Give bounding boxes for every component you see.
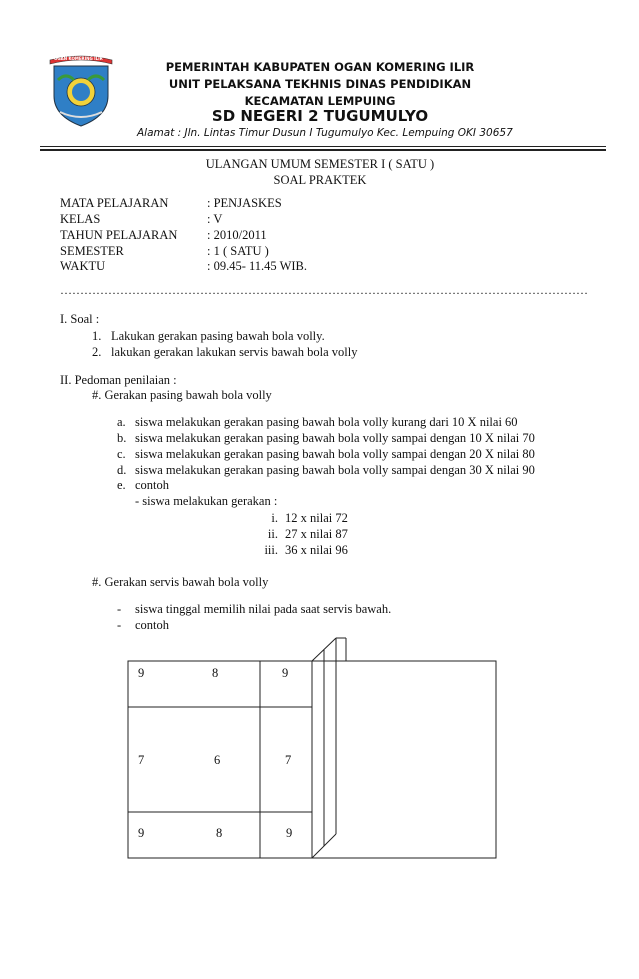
criteria-text-e: contoh bbox=[135, 478, 170, 492]
header-line-2: UNIT PELAKSANA TEKHNIS DINAS PENDIDIKAN bbox=[168, 77, 472, 91]
soal-heading: I. Soal : bbox=[60, 312, 100, 326]
example-num-3: iii. bbox=[264, 543, 278, 557]
servis-text-2: contoh bbox=[135, 618, 170, 632]
example-text-1: 12 x nilai 72 bbox=[285, 511, 348, 525]
info-value-year: : 2010/2011 bbox=[207, 228, 267, 242]
exam-title: ULANGAN UMUM SEMESTER I ( SATU ) bbox=[205, 157, 435, 171]
soal-num-1: 1. bbox=[92, 329, 102, 343]
example-num-1: i. bbox=[271, 511, 278, 525]
criteria-letter-e: e. bbox=[117, 478, 126, 492]
court-cell: 9 bbox=[282, 666, 289, 680]
dotted-separator: …………………………………………………………………………………………………………………… bbox=[60, 283, 588, 297]
criteria-letter-c: c. bbox=[117, 447, 126, 461]
info-value-time: : 09.45- 11.45 WIB. bbox=[207, 259, 307, 273]
servis-text-1: siswa tinggal memilih nilai pada saat servis bawah. bbox=[135, 602, 392, 616]
school-name: SD NEGERI 2 TUGUMULYO bbox=[211, 107, 429, 125]
soal-text-1: Lakukan gerakan pasing bawah bola volly. bbox=[111, 329, 325, 343]
court-cell: 9 bbox=[138, 826, 145, 840]
example-num-2: ii. bbox=[267, 527, 278, 541]
info-value-class: : V bbox=[207, 212, 223, 226]
example-text-2: 27 x nilai 87 bbox=[285, 527, 348, 541]
servis-bullet-2: - bbox=[117, 618, 122, 632]
court-cell: 9 bbox=[286, 826, 293, 840]
criteria-letter-a: a. bbox=[117, 415, 126, 429]
soal-num-2: 2. bbox=[92, 345, 102, 359]
criteria-text-c: siswa melakukan gerakan pasing bawah bola volly sampai dengan 20 X nilai 80 bbox=[135, 447, 535, 461]
criteria-text-a: siswa melakukan gerakan pasing bawah bola volly kurang dari 10 X nilai 60 bbox=[135, 415, 518, 429]
logo-text: OGAN KOMERING ILIR bbox=[54, 56, 103, 61]
soal-text-2: lakukan gerakan lakukan servis bawah bola volly bbox=[111, 345, 358, 359]
header-line-3: KECAMATAN LEMPUING bbox=[244, 94, 396, 108]
info-label-semester: SEMESTER bbox=[60, 244, 124, 258]
criteria-text-b: siswa melakukan gerakan pasing bawah bola volly sampai dengan 10 X nilai 70 bbox=[135, 431, 535, 445]
example-intro: - siswa melakukan gerakan : bbox=[135, 494, 278, 508]
criteria-letter-d: d. bbox=[117, 463, 127, 477]
court-cell: 7 bbox=[138, 753, 145, 767]
court-cell: 7 bbox=[285, 753, 292, 767]
info-label-time: WAKTU bbox=[60, 259, 106, 273]
criteria-text-d: siswa melakukan gerakan pasing bawah bola volly sampai dengan 30 X nilai 90 bbox=[135, 463, 535, 477]
info-value-subject: : PENJASKES bbox=[207, 196, 282, 210]
exam-subtitle: SOAL PRAKTEK bbox=[273, 173, 367, 187]
info-label-subject: MATA PELAJARAN bbox=[60, 196, 169, 210]
header-line-1: PEMERINTAH KABUPATEN OGAN KOMERING ILIR bbox=[165, 60, 475, 74]
info-value-semester: : 1 ( SATU ) bbox=[207, 244, 269, 258]
example-text-3: 36 x nilai 96 bbox=[285, 543, 348, 557]
court-cell: 6 bbox=[214, 753, 221, 767]
pedoman-sub-servis: #. Gerakan servis bawah bola volly bbox=[92, 575, 269, 589]
servis-bullet-1: - bbox=[117, 602, 122, 616]
pedoman-heading: II. Pedoman penilaian : bbox=[60, 373, 177, 387]
criteria-letter-b: b. bbox=[117, 431, 127, 445]
pedoman-sub-pasing: #. Gerakan pasing bawah bola volly bbox=[92, 388, 272, 402]
court-cell: 9 bbox=[138, 666, 145, 680]
school-address: Alamat : Jln. Lintas Timur Dusun I Tugumulyo Kec. Lempuing OKI 30657 bbox=[137, 127, 513, 139]
info-label-class: KELAS bbox=[60, 212, 101, 226]
info-label-year: TAHUN PELAJARAN bbox=[60, 228, 178, 242]
court-cell: 8 bbox=[212, 666, 219, 680]
court-cell: 8 bbox=[216, 826, 223, 840]
